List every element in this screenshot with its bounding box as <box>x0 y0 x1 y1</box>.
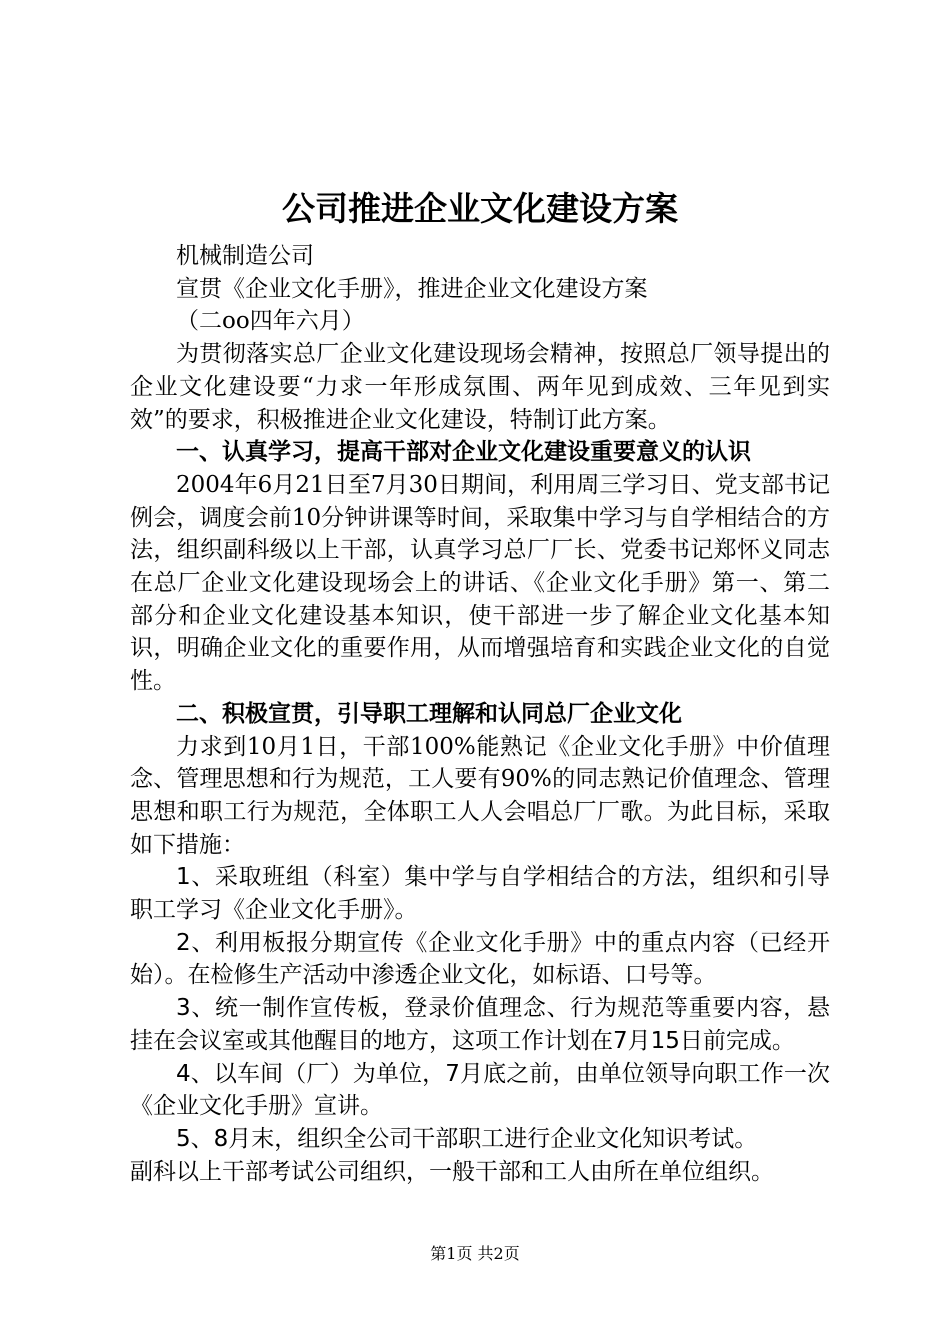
section1-heading: 一、认真学习，提高干部对企业文化建设重要意义的认识 <box>176 439 751 466</box>
section2-heading: 二、积极宣贯，引导职工理解和认同总厂企业文化 <box>176 700 682 727</box>
measure-item-5-note: 副科以上干部考试公司组织，一般干部和工人由所在单位组织。 <box>130 1158 774 1185</box>
intro-paragraph: 为贯彻落实总厂企业文化建设现场会精神，按照总厂领导提出的企业文化建设要“力求一年形成氛围、两年见到成效、三年见到实效”的要求，积极推进企业文化建设，特制订此方案。 <box>130 341 830 433</box>
measure-item-2 <box>130 927 830 992</box>
company-name: 机械制造公司 <box>176 243 314 269</box>
measure-item-1: 1、采取班组（科室）集中学与自学相结合的方法，组织和引导职工学习《企业文化手册》。 <box>130 864 830 924</box>
section2-body: 力求到10月1日，干部100%能熟记《企业文化手册》中价值理念、管理思想和行为规范，工人要有90%的同志熟记价值理念、管理思想和职工行为规范，全体职工人人会唱总厂厂歌。为此目标，采取如下措施： <box>130 733 830 858</box>
measure-item-5: 5、8月末，组织全公司干部职工进行企业文化知识考试。 <box>176 1125 758 1152</box>
measure-item-2-main: 2、利用板报分期宣传《企业文化手册》中的重点内容（已经开始）。 <box>130 929 830 989</box>
measure-item-3: 3、统一制作宣传板，登录价值理念、行为规范等重要内容，悬挂在会议室或其他醒目的地方，这项工作计划在7月15日前完成。 <box>130 995 830 1054</box>
measure-item-2-tail: 在检修生产活动中渗透企业文化，如标语、口号等。 <box>187 962 717 989</box>
document-title: 公司推进企业文化建设方案 <box>282 189 678 228</box>
document-subtitle: 宣贯《企业文化手册》，推进企业文化建设方案 <box>176 275 648 302</box>
document-date: （二oo四年六月） <box>176 308 365 335</box>
document-page <box>130 184 830 1188</box>
section1-body: 2004年6月21日至7月30日期间，利用周三学习日、党支部书记例会，调度会前10分钟讲课等时间，采取集中学习与自学相结合的方法，组织副科级以上干部，认真学习总厂厂长、党委书记郑怀义同志在总厂企业文化建设现场会上的讲话、《企业文化手册》第一、第二部分和企业文化建设基本知识，使干部进一步了解企业文化基本知识，明确企业文化的重要作用，从而增强培育和实践企业文化的自觉性。 <box>130 471 830 695</box>
page-footer: 第1页 共2页 <box>430 1244 520 1263</box>
measure-item-4: 4、以车间（厂）为单位，7月底之前，由单位领导向职工作一次《企业文化手册》宣讲。 <box>130 1060 830 1120</box>
